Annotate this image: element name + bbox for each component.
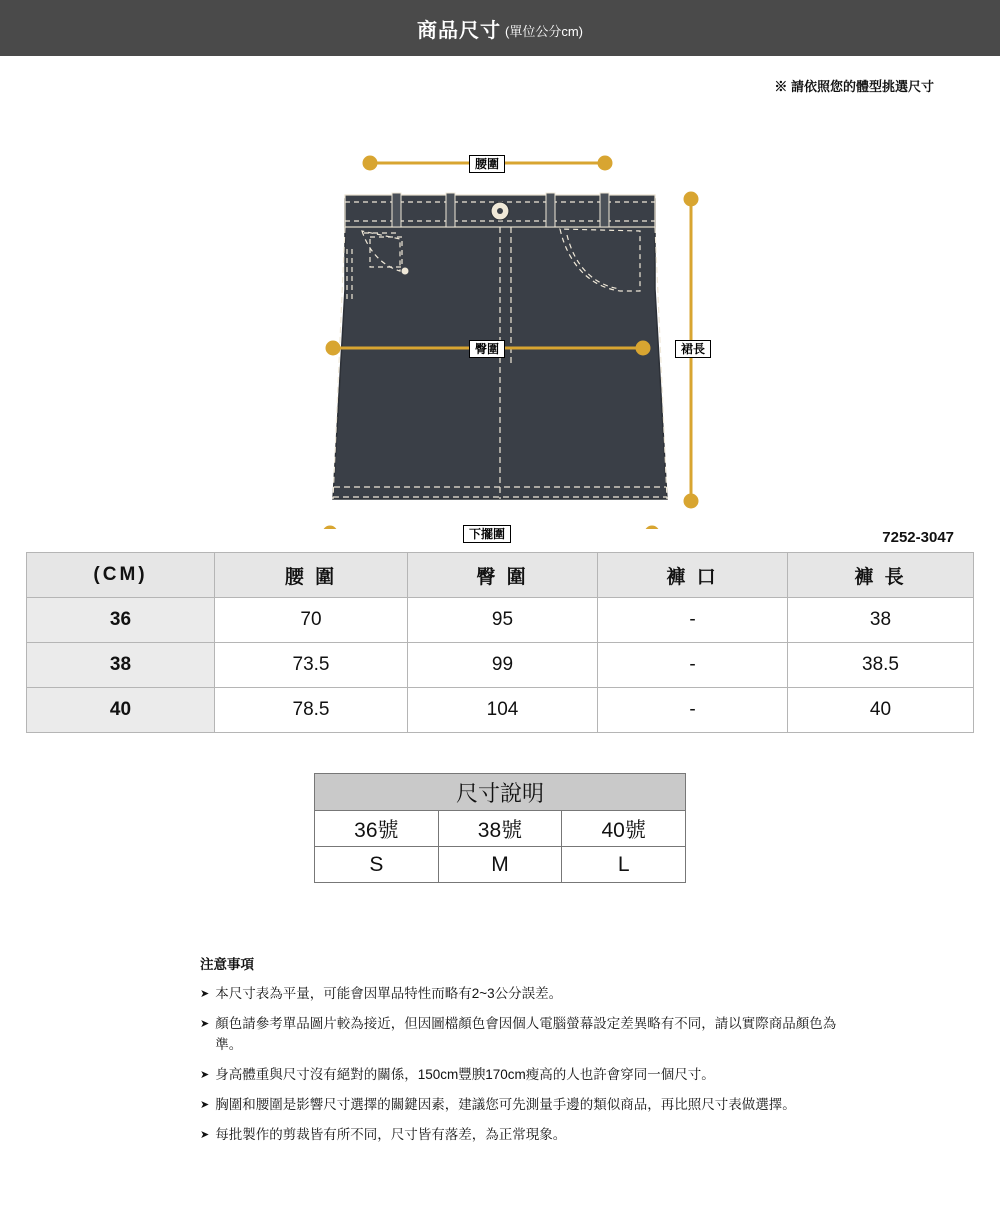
- notes-section: [200, 955, 840, 1145]
- size-table-header-cell: 腰 圍: [215, 553, 408, 598]
- page-title-unit: (單位公分cm): [505, 23, 583, 39]
- note-text: 胸圍和腰圍是影響尺寸選擇的關鍵因素，建議您可先測量手邊的類似商品，再比照尺寸表做選擇。: [215, 1096, 796, 1112]
- size-cell: 40: [788, 688, 974, 733]
- size-cell: 36: [27, 598, 215, 643]
- product-code: 7252-3047: [882, 529, 954, 546]
- desc-number-cell: 36號: [315, 811, 439, 847]
- list-item: [200, 1014, 840, 1056]
- arrow-icon: ➤: [200, 1098, 210, 1111]
- desc-letter-cell: S: [315, 847, 439, 883]
- size-table-header-cell: 臀 圍: [408, 553, 598, 598]
- size-table-header-cell: (CM): [27, 553, 215, 598]
- size-table-header-cell: 褲 口: [598, 553, 788, 598]
- size-description-wrapper: [0, 773, 1000, 883]
- waist-measure-label: 腰圍: [469, 155, 505, 173]
- desc-number-cell: 38號: [438, 811, 562, 847]
- list-item: [200, 1125, 840, 1146]
- desc-title-row: [315, 774, 686, 811]
- length-measure-label: 裙長: [675, 340, 711, 358]
- size-cell: 38: [788, 598, 974, 643]
- desc-letter-row: [315, 847, 686, 883]
- size-table-header-cell: 褲 長: [788, 553, 974, 598]
- page-title: 商品尺寸: [417, 19, 501, 42]
- size-cell: 95: [408, 598, 598, 643]
- hem-measure-label: 下擺圍: [463, 525, 511, 543]
- table-row: [27, 598, 974, 643]
- size-cell: 78.5: [215, 688, 408, 733]
- size-cell: 38.5: [788, 643, 974, 688]
- table-row: [27, 688, 974, 733]
- size-cell: -: [598, 598, 788, 643]
- arrow-icon: ➤: [200, 987, 210, 1000]
- desc-letter-cell: M: [438, 847, 562, 883]
- arrow-icon: ➤: [200, 1017, 210, 1030]
- size-selection-note: ※ 請依照您的體型挑選尺寸: [774, 79, 934, 94]
- table-row: [27, 643, 974, 688]
- note-text: 顏色請參考單品圖片較為接近，但因圖檔顏色會因個人電腦螢幕設定差異略有不同，請以實際商品顏色為準。: [215, 1015, 837, 1052]
- note-text: 每批製作的剪裁皆有所不同，尺寸皆有落差，為正常現象。: [215, 1126, 567, 1142]
- arrow-icon: ➤: [200, 1068, 210, 1081]
- notes-title: 注意事項: [200, 957, 254, 972]
- note-text: 本尺寸表為平量，可能會因單品特性而略有2~3公分誤差。: [215, 985, 563, 1001]
- page-header: [0, 0, 1000, 56]
- note-text: 身高體重與尺寸沒有絕對的關係，150cm豐腴170cm瘦高的人也許會穿同一個尺寸。: [215, 1066, 715, 1082]
- size-cell: -: [598, 643, 788, 688]
- size-cell: 104: [408, 688, 598, 733]
- size-table-header-row: [27, 553, 974, 598]
- hip-measure-label: 臀圍: [469, 340, 505, 358]
- size-cell: 40: [27, 688, 215, 733]
- desc-number-row: [315, 811, 686, 847]
- desc-letter-cell: L: [562, 847, 686, 883]
- size-cell: 70: [215, 598, 408, 643]
- size-cell: 73.5: [215, 643, 408, 688]
- size-description-table: [314, 773, 686, 883]
- size-table: [26, 552, 974, 733]
- size-cell: 38: [27, 643, 215, 688]
- list-item: [200, 984, 840, 1005]
- list-item: [200, 1065, 840, 1086]
- size-cell: 99: [408, 643, 598, 688]
- size-description-title: 尺寸說明: [315, 774, 686, 811]
- size-cell: -: [598, 688, 788, 733]
- arrow-icon: ➤: [200, 1128, 210, 1141]
- desc-number-cell: 40號: [562, 811, 686, 847]
- list-item: [200, 1095, 840, 1116]
